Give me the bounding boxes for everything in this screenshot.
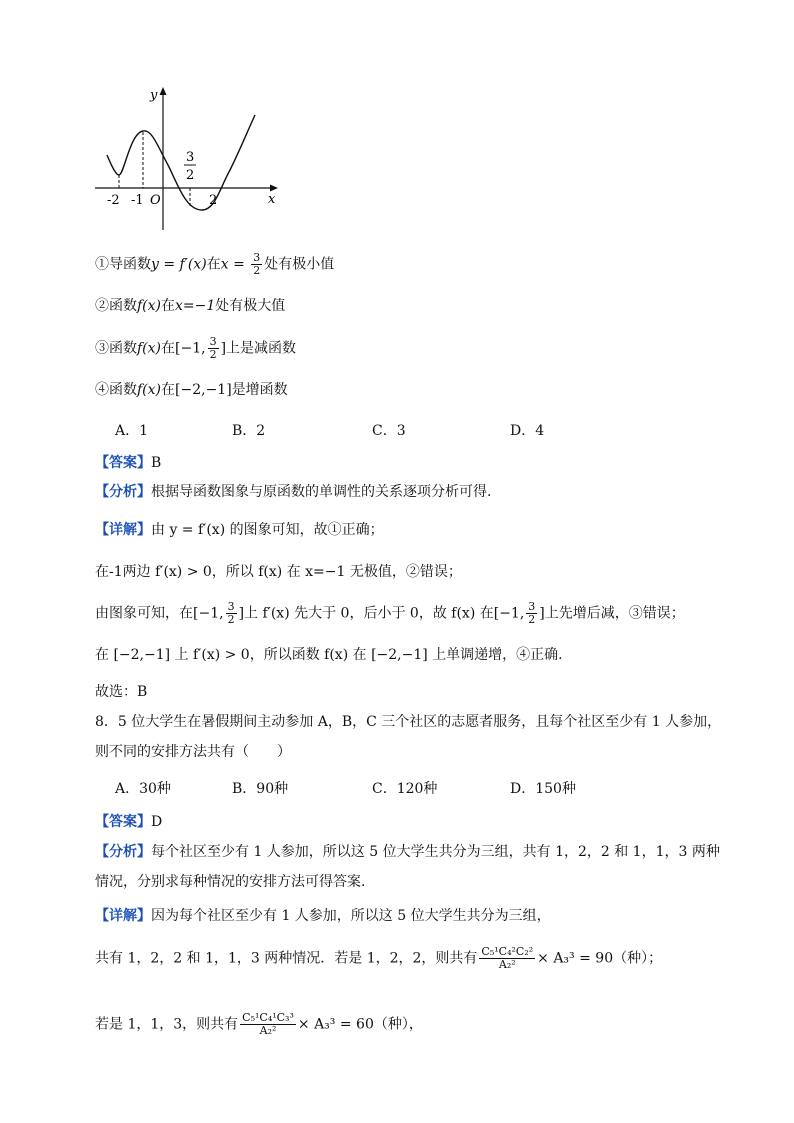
tick-2: 2 [209,193,218,208]
statement-4: ④函数f(x)在[−2,−1]是增函数 [95,382,288,398]
q8-analysis-1: 【分析】每个社区至少有 1 人参加，所以这 5 位大学生共分为三组，共有 1，2，2 和 1，1，3 两种 [95,844,720,860]
q8-stem-2: 则不同的安排方法共有（ ） [95,744,291,760]
q8-analysis-2: 情况，分别求每种情况的安排方法可得答案. [95,874,366,890]
q7-option-d: D．4 [510,423,545,439]
fraction: $\frac{\text{C₅¹C₄¹C₃³}}{\text{A₂²}}$ [242,1011,294,1037]
frac-denominator: 2 [186,168,195,183]
derivative-graph [90,85,290,235]
q8-option-a: A．30种 [115,781,171,797]
q8-detail-3: 若是 1，1，3，则共有 $\frac{\text{C₅¹C₄¹C₃³}}{\text{A₂²}}$ × A₃³ = 60（种）， [95,1011,423,1037]
q7-option-a: A．1 [115,423,149,439]
q8-stem-1: 8．5 位大学生在暑假期间主动参加 A，B，C 三个社区的志愿者服务，且每个社区至少有 1 人参加， [95,714,722,730]
q8-option-d: D．150种 [510,781,576,797]
q7-analysis: 【分析】根据导函数图象与原函数的单调性的关系逐项分析可得. [95,484,492,500]
q7-detail-5: 故选：B [95,684,148,700]
q8-option-b: B．90种 [232,781,289,797]
q8-detail-2: 共有 1，2，2 和 1，1，3 两种情况．若是 1，2，2，则共有 $\frac{\text{C₅¹C₄²C₂²}}{\text{A₂²}}$ × A₃³ = 90（种）； [95,945,663,971]
fraction: $\frac{\text{C₅¹C₄²C₂²}}{\text{A₂²}}$ [481,945,534,971]
fraction: $\frac{3}{2}$ [209,335,217,361]
derivative-curve [107,115,255,210]
origin-label: O [150,193,161,208]
x-axis-arrow [270,185,278,192]
q7-answer: 【答案】B [95,455,162,471]
frac-numerator: 3 [186,150,195,165]
statement-3: ③函数f(x)在[−1, $\frac{3}{2}$ ]上是减函数 [95,335,297,361]
q7-option-b: B．2 [232,423,266,439]
q7-detail-4: 在 [−2,−1] 上 f′(x) > 0，所以函数 f(x) 在 [−2,−1] 上单调递增，④正确. [95,647,563,663]
q8-detail-1: 【详解】因为每个社区至少有 1 人参加，所以这 5 位大学生共分为三组， [95,908,551,924]
fraction: $\frac{3}{2}$ [253,251,261,277]
y-label: y [150,88,158,103]
q7-detail-3: 由图象可知，在[−1, $\frac{3}{2}$ ]上 f′(x) 先大于 0，后小于 0，故 f(x) 在[−1, $\frac{3}{2}$ ]上先增后减，③错误； [95,600,685,626]
q8-answer: 【答案】D [95,814,163,830]
y-axis-arrow [160,87,167,95]
x-label: x [268,192,276,207]
q8-option-c: C．120种 [372,781,438,797]
tick-minus1: -1 [131,193,144,208]
q7-detail-2: 在-1两边 f′(x) > 0，所以 f(x) 在 x=−1 无极值，②错误； [95,564,462,580]
statement-1: ①导函数y = f′(x)在x = $\frac{3}{2}$ 处有极小值 [95,251,335,277]
tick-minus2: -2 [107,193,120,208]
q7-detail-1: 【详解】由 y = f′(x) 的图象可知，故①正确； [95,522,384,538]
statement-2: ②函数f(x)在x=−1处有极大值 [95,298,286,314]
q7-option-c: C．3 [372,423,406,439]
